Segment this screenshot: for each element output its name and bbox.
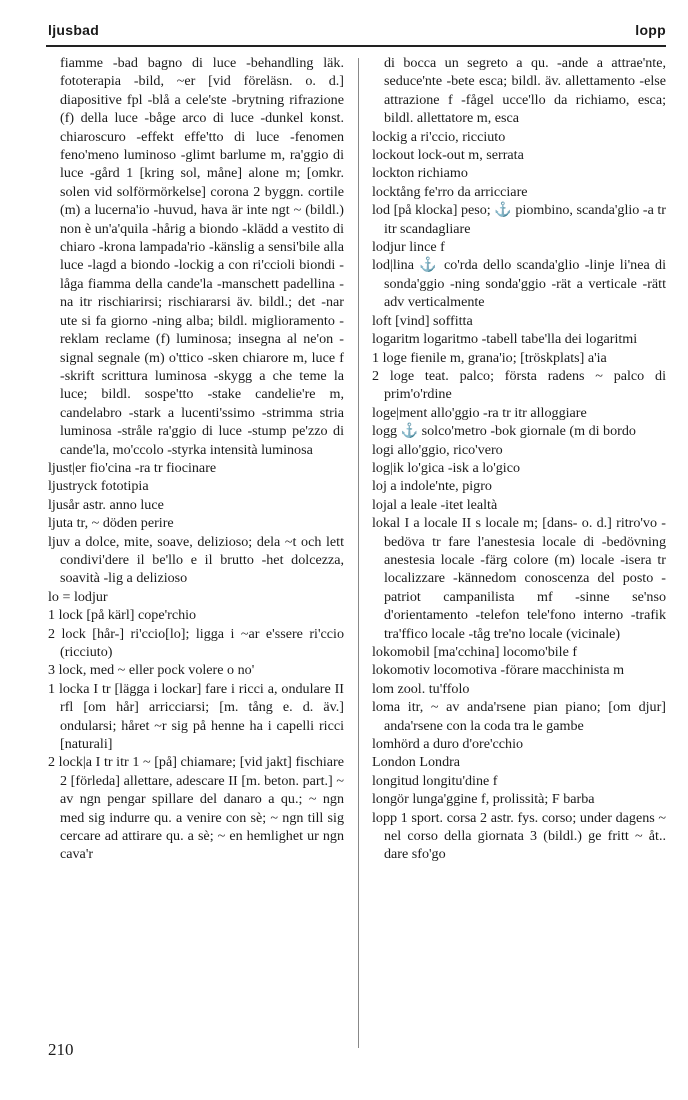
dictionary-entry: ljuta tr, ~ döden perire — [48, 515, 174, 532]
dictionary-entry: lo = lodjur — [48, 588, 108, 605]
dictionary-entry: lokal I a locale II s locale m; [dans- o. d.] ritro'vo -bedöva tr fare l'anestesia locale di -bedövning anestesia locale -färg colore (m) locale -isera tr localizzare -kännedom conoscenza del posto -patriot campanilista mf -sinne se'nso d'orientamento -telefon tele'fono interno -trafik tra'ffico locale -tåg tre'no locale (vicinale) — [372, 515, 666, 642]
dictionary-entry: ljusår astr. anno luce — [48, 496, 164, 513]
dictionary-entry: lod|lina ⚓ co'rda dello scanda'glio -linje li'nea di sonda'ggio -ning sonda'ggio -rät a verticale -rätt adv verticalmente — [372, 257, 666, 311]
dictionary-entry: lomhörd a duro d'ore'cchio — [372, 736, 524, 753]
dictionary-entry: lockout lock-out m, serrata — [372, 147, 524, 164]
dictionary-entry: 2 lock [hår-] ri'ccio[lo]; ligga i ~ar e'ssere ri'ccio (ricciuto) — [48, 625, 344, 660]
header-rule — [46, 45, 666, 47]
dictionary-entry: lojal a leale -itet lealtà — [372, 496, 498, 513]
continued-entry: fiamme -bad bagno di luce -behandling läk. fototerapia -bild, ~er [vid föreläsn. o. d.] diapositive fpl -blå a cele'ste -brytning rifrazione (f) della luce -båge arco di luce -dunkel konst. chiaroscuro -effekt effe'tto di luce -fenomen feno'meno luminoso -glimt barlume m, ra'ggio di luce -gård 1 [kring sol, måne] alone m; [omkr. solen vid solförmörkelse] corona 2 byggn. cortile (m) a lucerna'io -huvud, hava är inte ngt ~ (bildl.) non è un'a'quila -hårig a biondo -klädd a vestito di chiaro -krona lampada'rio -känslig a sensi'bile alla luce -lagd a biondo -lockig a con ri'ccioli biondi -låga fiamma della cande'la -manschett padellina -na itr rischiarirsi; rischiararsi äv. bildl.; det -nar ute si fa giorno -ning alba; bildl. miglioramento -reklam reclame (f) luminosa; insegna al ne'on -signal segnale (m) o'ttico -sken chiarore m, luce f -skrift scrittura luminosa -skygg a che teme la luce; bildl. sospe'tto -stake candelie're m, candelabro -stark a lucenti'ssimo -strimma stria luminosa -stråle ra'ggio di luce -stump pe'zzo di cande'la, mo'ccolo -styrka intensità luminosa — [60, 55, 344, 458]
right-column — [372, 54, 666, 1054]
dictionary-entry: longitud longitu'dine f — [372, 772, 498, 789]
dictionary-entry: logaritm logaritmo -tabell tabe'lla dei logaritmi — [372, 331, 638, 348]
dictionary-entry: 1 loge fienile m, grana'io; [tröskplats] a'ia — [372, 349, 607, 366]
dictionary-entry: logg ⚓ solco'metro -bok giornale (m di bordo — [372, 423, 636, 440]
continued-entry: di bocca un segreto a qu. -ande a attrae'nte, seduce'nte -bete esca; bildl. äv. allettamento -else attrazione f -fågel ucce'llo da richiamo, esca; bildl. allettatore m, esca — [384, 55, 666, 127]
running-head-right: lopp — [635, 22, 666, 38]
dictionary-entry: loj a indole'nte, pigro — [372, 478, 492, 495]
dictionary-entry: lokomotiv locomotiva -förare macchinista m — [372, 662, 625, 679]
dictionary-entry: lokomobil [ma'cchina] locomo'bile f — [372, 644, 578, 660]
running-head-left: ljusbad — [48, 22, 100, 38]
dictionary-entry: lodjur lince f — [372, 239, 445, 256]
dictionary-entry: log|ik lo'gica -isk a lo'gico — [372, 459, 521, 476]
page-number: 210 — [48, 1040, 74, 1059]
dictionary-entry: 1 lock [på kärl] cope'rchio — [48, 607, 197, 624]
dictionary-entry: ljustryck fototipia — [48, 478, 149, 495]
dictionary-entry: loge|ment allo'ggio -ra tr itr alloggiare — [372, 404, 587, 421]
dictionary-entry: London Londra — [372, 754, 461, 771]
dictionary-entry: loma itr, ~ av anda'rsene pian piano; [om djur] anda'rsene con la coda tra le gambe — [372, 699, 666, 734]
dictionary-entry: 2 lock|a I tr itr 1 ~ [på] chiamare; [vid jakt] fischiare 2 [förleda] allettare, adescare II [m. beton. part.] ~ av ngn pengar spillare del danaro a qu.; ~ ngn med sig indurre qu. a venire con sè; ~ ngn till sig cercare ad attirare qu. a sè; ~ en hemlighet ur ngn cava'r — [48, 754, 344, 863]
dictionary-entry: loft [vind] soffitta — [372, 312, 473, 329]
dictionary-entry: 1 locka I tr [lägga i lockar] fare i ricci a, ondulare II rfl [om hår] arricciarsi; [m. tång e. d. äv.] ondularsi; håret ~r sig på henne ha i capelli ricci [naturali] — [48, 680, 344, 753]
dictionary-entry: lopp 1 sport. corsa 2 astr. fys. corso; under dagens ~ nel corso della giornata 3 (bildl.) ge fritt ~ åt.. dare sfo'go — [372, 809, 666, 863]
dictionary-entry: 2 loge teat. palco; första radens ~ palco di prim'o'rdine — [372, 367, 666, 403]
dictionary-entry: logi allo'ggio, rico'vero — [372, 441, 503, 458]
dictionary-entry: lockton richiamo — [372, 165, 468, 182]
dictionary-entry: ljust|er fio'cina -ra tr fiocinare — [48, 459, 217, 476]
dictionary-entry: 3 lock, med ~ eller pock volere o no' — [48, 662, 255, 679]
column-divider — [358, 58, 359, 1048]
dictionary-entry: longör lunga'ggine f, prolissità; F barba — [372, 791, 595, 808]
dictionary-entry: lod [på klocka] peso; ⚓ piombino, scanda'glio -a tr itr scandagliare — [372, 202, 666, 237]
dictionary-entry: lom zool. tu'ffolo — [372, 680, 470, 697]
dictionary-entry: locktång fe'rro da arricciare — [372, 183, 528, 200]
dictionary-entry: lockig a ri'ccio, ricciuto — [372, 128, 506, 145]
left-column — [48, 54, 344, 1054]
dictionary-entry: ljuv a dolce, mite, soave, delizioso; dela ~t och lett condivi'dere il be'llo e il brutto -het dolcezza, soavità -lig a delizioso — [48, 533, 344, 587]
